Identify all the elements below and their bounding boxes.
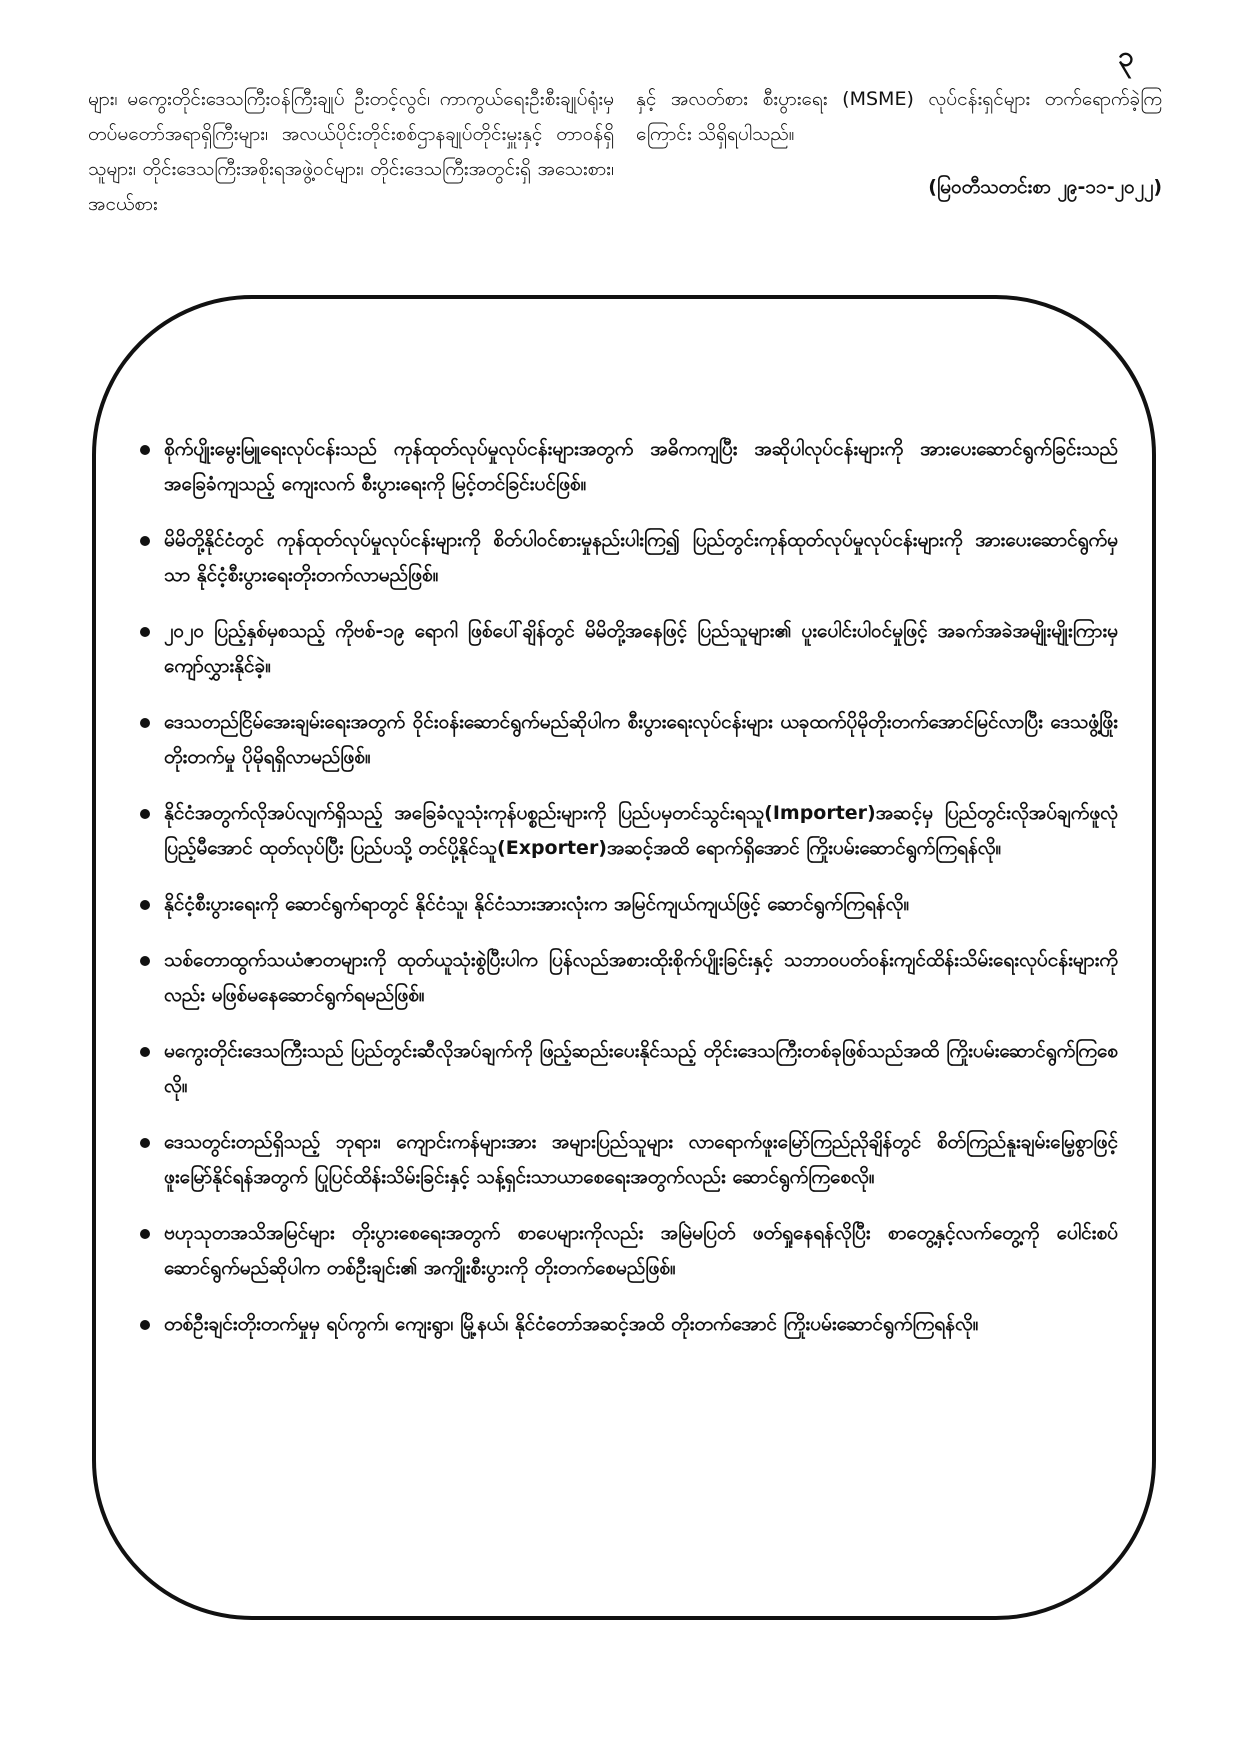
bullet-dot-icon	[140, 536, 150, 546]
bullet-dot-icon	[140, 1047, 150, 1057]
article-continuation	[88, 82, 1162, 222]
bullet-dot-icon	[140, 718, 150, 728]
bullet-dot-icon	[140, 627, 150, 637]
key-point-item	[132, 614, 1118, 684]
key-point-item	[132, 1034, 1118, 1104]
bullet-dot-icon	[140, 900, 150, 910]
key-point-item	[132, 887, 1118, 922]
article-right-text: နှင့် အလတ်စား စီးပွားရေး (MSME) လုပ်ငန်းရှင်များ တက်ရောက်ခဲ့ကြကြောင်း သိရှိရပါသည်။	[636, 88, 1162, 145]
page-number: ၃	[1118, 40, 1134, 73]
key-point-text: ဗဟုသုတအသိအမြင်များ တိုးပွားစေရေးအတွက် စာပေများကိုလည်း အမြဲမပြတ် ဖတ်ရှုနေရန်လိုပြီး စာတွေ့နှင့်လက်တွေ့ကို ပေါင်းစပ်ဆောင်ရွက်မည်ဆိုပါက တစ်ဦးချင်း၏ အကျိုးစီးပွားကို တိုးတက်စေမည်ဖြစ်။	[164, 1222, 1118, 1279]
bullet-dot-icon	[140, 956, 150, 966]
key-point-item	[132, 432, 1118, 502]
article-left-text: များ၊ မကွေးတိုင်းဒေသကြီးဝန်ကြီးချုပ် ဦးတင့်လွင်၊ ကာကွယ်ရေးဦးစီးချုပ်ရုံးမှ တပ်မတော်အရာရှိကြီးများ၊ အလယ်ပိုင်းတိုင်းစစ်ဌာနချုပ်တိုင်းမှူးနှင့် တာဝန်ရှိသူများ၊ တိုင်းဒေသကြီးအစိုးရအဖွဲ့ဝင်များ၊ တိုင်းဒေသကြီးအတွင်းရှိ အသေးစား၊ အငယ်စား	[88, 88, 614, 215]
bullet-dot-icon	[140, 809, 150, 819]
key-point-item	[132, 705, 1118, 775]
bullet-dot-icon	[140, 1320, 150, 1330]
key-point-text: စိုက်ပျိုးမွေးမြူရေးလုပ်ငန်းသည် ကုန်ထုတ်လုပ်မှုလုပ်ငန်းများအတွက် အဓိကကျပြီး အဆိုပါလုပ်ငန်းများကို အားပေးဆောင်ရွက်ခြင်းသည် အခြေခံကျသည့် ကျေးလက် စီးပွားရေးကို မြင့်တင်ခြင်းပင်ဖြစ်။	[164, 438, 1118, 495]
key-point-item	[132, 1216, 1118, 1286]
key-point-text: နိုင်ငံအတွက်လိုအပ်လျက်ရှိသည့် အခြေခံလူသုံးကုန်ပစ္စည်းများကို ပြည်ပမှတင်သွင်းရသူ(Importer)အဆင့်မှ ပြည်တွင်းလိုအပ်ချက်ဖူလုံပြည့်မီအောင် ထုတ်လုပ်ပြီး ပြည်ပသို့ တင်ပို့နိုင်သူ(Exporter)အဆင့်အထိ ရောက်ရှိအောင် ကြိုးပမ်းဆောင်ရွက်ကြရန်လို။	[164, 802, 1118, 859]
bullet-dot-icon	[140, 1138, 150, 1148]
key-point-text: သစ်တောထွက်သယံဇာတများကို ထုတ်ယူသုံးစွဲပြီးပါက ပြန်လည်အစားထိုးစိုက်ပျိုးခြင်းနှင့် သဘာဝပတ်ဝန်းကျင်ထိန်းသိမ်းရေးလုပ်ငန်းများကိုလည်း မဖြစ်မနေဆောင်ရွက်ရမည်ဖြစ်။	[164, 949, 1118, 1006]
key-point-text: နိုင်ငံ့စီးပွားရေးကို ဆောင်ရွက်ရာတွင် နိုင်ငံသူ၊ နိုင်ငံသားအားလုံးက အမြင်ကျယ်ကျယ်ဖြင့် ဆောင်ရွက်ကြရန်လို။	[164, 893, 910, 915]
key-point-text: မိမိတို့နိုင်ငံတွင် ကုန်ထုတ်လုပ်မှုလုပ်ငန်းများကို စိတ်ပါဝင်စားမှုနည်းပါးကြ၍ ပြည်တွင်းကုန်ထုတ်လုပ်မှုလုပ်ငန်းများကို အားပေးဆောင်ရွက်မှသာ နိုင်ငံ့စီးပွားရေးတိုးတက်လာမည်ဖြစ်။	[164, 529, 1118, 586]
key-point-item	[132, 1125, 1118, 1195]
key-point-text: တစ်ဦးချင်းတိုးတက်မှုမှ ရပ်ကွက်၊ ကျေးရွာ၊ မြို့နယ်၊ နိုင်ငံတော်အဆင့်အထိ တိုးတက်အောင် ကြိုးပမ်းဆောင်ရွက်ကြရန်လို။	[164, 1313, 979, 1335]
key-points-list	[132, 432, 1118, 1363]
article-right-column	[636, 82, 1162, 222]
key-point-item	[132, 943, 1118, 1013]
key-point-text: ၂၀၂၀ ပြည့်နှစ်မှစသည့် ကိုဗစ်-၁၉ ရောဂါ ဖြစ်ပေါ်ချိန်တွင် မိမိတို့အနေဖြင့် ပြည်သူများ၏ ပူးပေါင်းပါဝင်မှုဖြင့် အခက်အခဲအမျိုးမျိုးကြားမှ ကျော်လွှားနိုင်ခဲ့။	[164, 620, 1118, 677]
key-point-item	[132, 796, 1118, 866]
key-point-text: ဒေသတွင်းတည်ရှိသည့် ဘုရား၊ ကျောင်းကန်များအား အများပြည်သူများ လာရောက်ဖူးမြော်ကြည်ညိုချိန်တွင် စိတ်ကြည်နူးချမ်းမြေ့စွာဖြင့် ဖူးမြော်နိုင်ရန်အတွက် ပြုပြင်ထိန်းသိမ်းခြင်းနှင့် သန့်ရှင်းသာယာစေရေးအတွက်လည်း ဆောင်ရွက်ကြစေလို။	[164, 1131, 1118, 1188]
bullet-dot-icon	[140, 445, 150, 455]
key-point-item	[132, 1307, 1118, 1342]
article-left-column	[88, 82, 614, 222]
key-point-text: မကွေးတိုင်းဒေသကြီးသည် ပြည်တွင်းဆီလိုအပ်ချက်ကို ဖြည့်ဆည်းပေးနိုင်သည့် တိုင်းဒေသကြီးတစ်ခုဖြစ်သည်အထိ ကြိုးပမ်းဆောင်ရွက်ကြစေလို။	[164, 1040, 1118, 1097]
source-citation: (မြဝတီသတင်းစာ ၂၉-၁၁-၂၀၂၂)	[928, 176, 1162, 198]
bullet-dot-icon	[140, 1229, 150, 1239]
key-point-item	[132, 523, 1118, 593]
key-point-text: ဒေသတည်ငြိမ်အေးချမ်းရေးအတွက် ဝိုင်းဝန်းဆောင်ရွက်မည်ဆိုပါက စီးပွားရေးလုပ်ငန်းများ ယခုထက်ပိုမိုတိုးတက်အောင်မြင်လာပြီး ဒေသဖွံ့ဖြိုးတိုးတက်မှု ပိုမိုရရှိလာမည်ဖြစ်။	[164, 711, 1118, 768]
